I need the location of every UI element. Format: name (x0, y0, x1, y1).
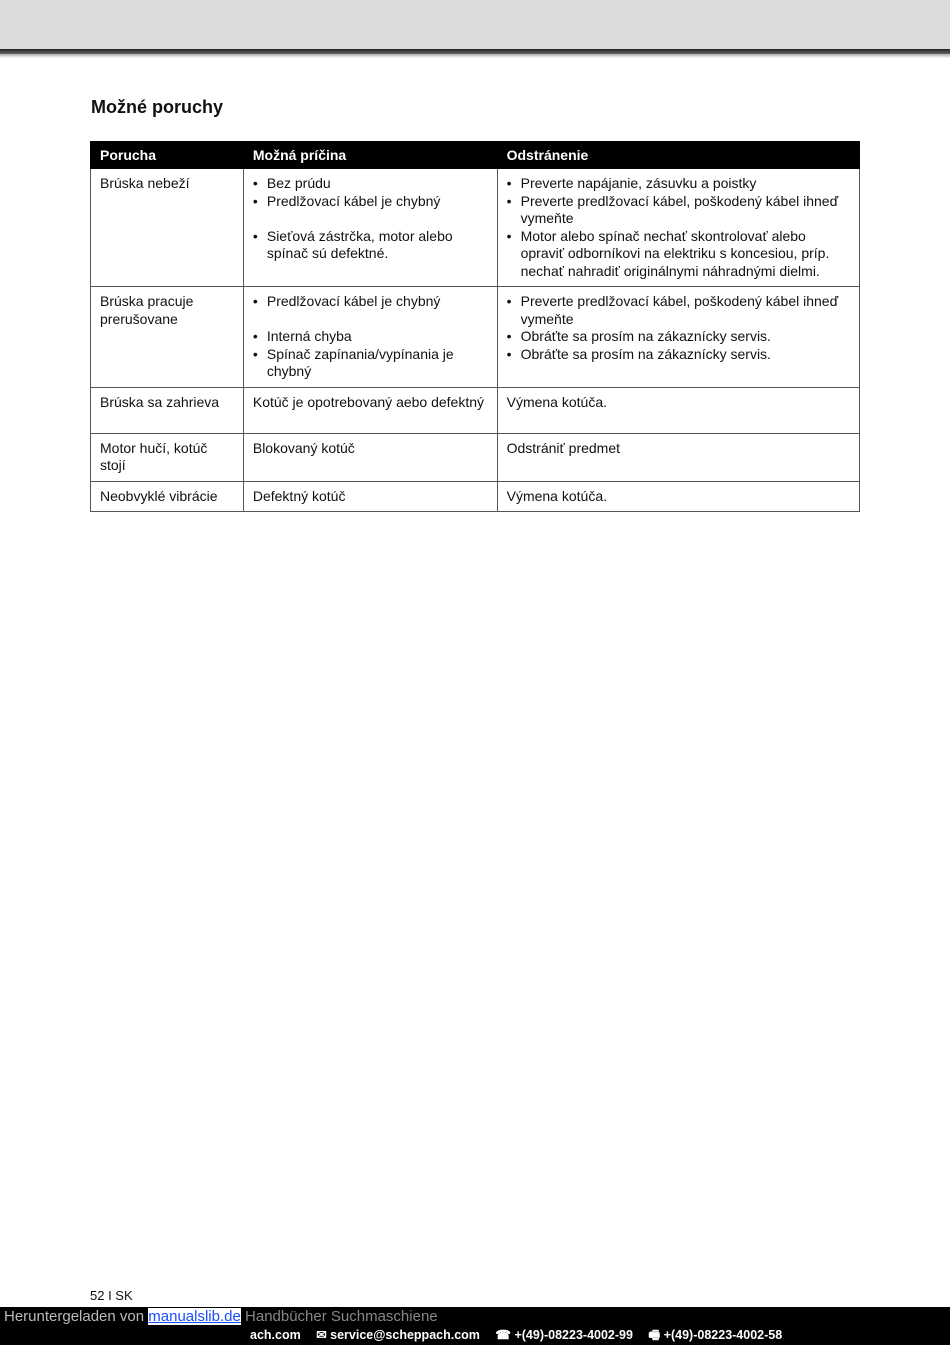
page-number: 52 I SK (90, 1288, 133, 1303)
contact-info (250, 1327, 794, 1344)
list-item: • Motor alebo spínač nechať skontrolovať alebo opraviť odborníkovi na elektriku s koncesiou, príp. nechať nahradiť originálnymi náhradnými dielmi. (507, 228, 850, 281)
list-item: • Preverte predlžovací kábel, poškodený kábel ihneď vymeňte (507, 293, 850, 328)
fix-cell: Odstrániť predmet (497, 433, 859, 481)
manualslib-link[interactable]: manualslib.de (148, 1308, 241, 1325)
website: ach.com (250, 1328, 301, 1342)
list-item: • Bez prúdu (253, 175, 488, 193)
fault-cell: Brúska pracuje prerušovane (91, 287, 244, 388)
table-row (91, 481, 860, 512)
table-row (91, 387, 860, 433)
page-title: Možné poruchy (91, 97, 224, 117)
list-item: • Interná chyba (253, 328, 488, 346)
table-row (91, 433, 860, 481)
cause-cell (243, 287, 497, 388)
fix-cell (497, 287, 859, 388)
fix-cell: Výmena kotúča. (497, 481, 859, 512)
download-watermark (4, 1308, 438, 1326)
fault-cell: Neobvyklé vibrácie (91, 481, 244, 512)
list-item: • Spínač zapínania/vypínania je chybný (253, 346, 488, 381)
list-item: • Sieťová zástrčka, motor alebo spínač sú defektné. (253, 228, 488, 263)
list-item: • Obráťte sa prosím na zákaznícky servis. (507, 346, 850, 364)
table-row (91, 169, 860, 287)
search-engine-label: Handbücher Suchmaschiene (245, 1308, 438, 1325)
list-item: • Preverte predlžovací kábel, poškodený kábel ihneď vymeňte (507, 193, 850, 228)
top-bar (0, 0, 950, 50)
top-bar-shadow-fade (0, 54, 950, 58)
list-item: • Predlžovací kábel je chybný (253, 193, 488, 211)
fault-cell: Brúska nebeží (91, 169, 244, 287)
list-item: • Predlžovací kábel je chybný (253, 293, 488, 311)
fix-cell (497, 169, 859, 287)
cause-cell (243, 169, 497, 287)
table-row (91, 287, 860, 388)
list-item: • Preverte napájanie, zásuvku a poistky (507, 175, 850, 193)
table-header (91, 142, 860, 169)
header-fix: Odstránenie (497, 142, 859, 169)
footer-bar (0, 1307, 950, 1345)
cause-cell: Defektný kotúč (243, 481, 497, 512)
cause-cell: Blokovaný kotúč (243, 433, 497, 481)
fault-cell: Brúska sa zahrieva (91, 387, 244, 433)
list-item: • Obráťte sa prosím na zákaznícky servis. (507, 328, 850, 346)
fix-cell: Výmena kotúča. (497, 387, 859, 433)
troubleshooting-table (90, 141, 860, 512)
phone: ☎ +(49)-08223-4002-99 (495, 1328, 633, 1342)
fax: 🖷 +(49)-08223-4002-58 (648, 1328, 783, 1342)
email: ✉ service@scheppach.com (316, 1328, 480, 1342)
downloaded-label: Heruntergeladen von (4, 1308, 145, 1325)
cause-cell: Kotúč je opotrebovaný aebo defektný (243, 387, 497, 433)
header-fault: Porucha (91, 142, 244, 169)
header-cause: Možná príčina (243, 142, 497, 169)
fault-cell: Motor hučí, kotúč stojí (91, 433, 244, 481)
